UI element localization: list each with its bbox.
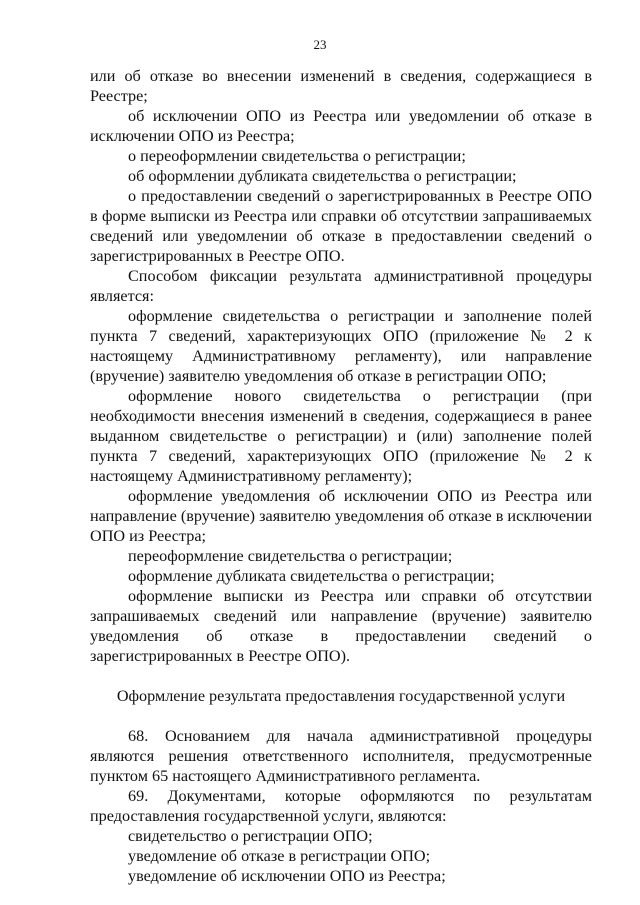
paragraph: 68. Основанием для начала административной процедуры являются решения ответственного исполнителя, предусмотренные пунктом 65 настоящего Административного регламента. [90,727,592,785]
page-number: 23 [313,37,327,52]
section-heading: Оформление результата предоставления государственной услуги [116,687,566,705]
paragraph: уведомление об исключении ОПО из Реестра; [128,867,446,885]
paragraph: оформление выписки из Реестра или справки об отсутствии запрашиваемых сведений или направление (вручение) заявителю уведомления об отказе в предоставлении сведений о зарегистрированных в Реестре ОПО). [90,587,592,665]
paragraph: свидетельство о регистрации ОПО; [128,827,373,845]
paragraph: о переоформлении свидетельства о регистрации; [128,147,466,165]
paragraph: об оформлении дубликата свидетельства о регистрации; [128,167,517,185]
paragraph: о предоставлении сведений о зарегистрированных в Реестре ОПО в форме выписки из Реестра или справки об отсутствии запрашиваемых сведений или уведомлении об отказе в предоставлении сведений о зарегистрированных в Реестре ОПО. [90,187,592,265]
document-body [90,66,592,886]
paragraph: уведомление об отказе в регистрации ОПО; [128,847,431,865]
paragraph: оформление уведомления об исключении ОПО из Реестра или направление (вручение) заявителю уведомления об отказе в исключении ОПО из Реестра; [90,487,592,545]
paragraph: об исключении ОПО из Реестра или уведомлении об отказе в исключении ОПО из Реестра; [90,107,592,145]
paragraph: 69. Документами, которые оформляются по результатам предоставления государственной услуги, являются: [90,787,592,825]
paragraph: оформление свидетельства о регистрации и заполнение полей пункта 7 сведений, характеризующих ОПО (приложение № 2 к настоящему Административному регламенту), или направление (вручение) заявителю уведомления об отказе в регистрации ОПО; [90,307,592,385]
paragraph: переоформление свидетельства о регистрации; [128,547,453,565]
paragraph: Способом фиксации результата административной процедуры является: [90,267,592,305]
paragraph: оформление дубликата свидетельства о регистрации; [128,567,495,585]
paragraph: оформление нового свидетельства о регистрации (при необходимости внесения изменений в сведения, содержащиеся в ранее выданном свидетельстве о регистрации) и (или) заполнение полей пункта 7 сведений, характеризующих ОПО (приложение № 2 к настоящему Административному регламенту); [90,387,592,485]
paragraph: или об отказе во внесении изменений в сведения, содержащиеся в Реестре; [90,67,592,105]
